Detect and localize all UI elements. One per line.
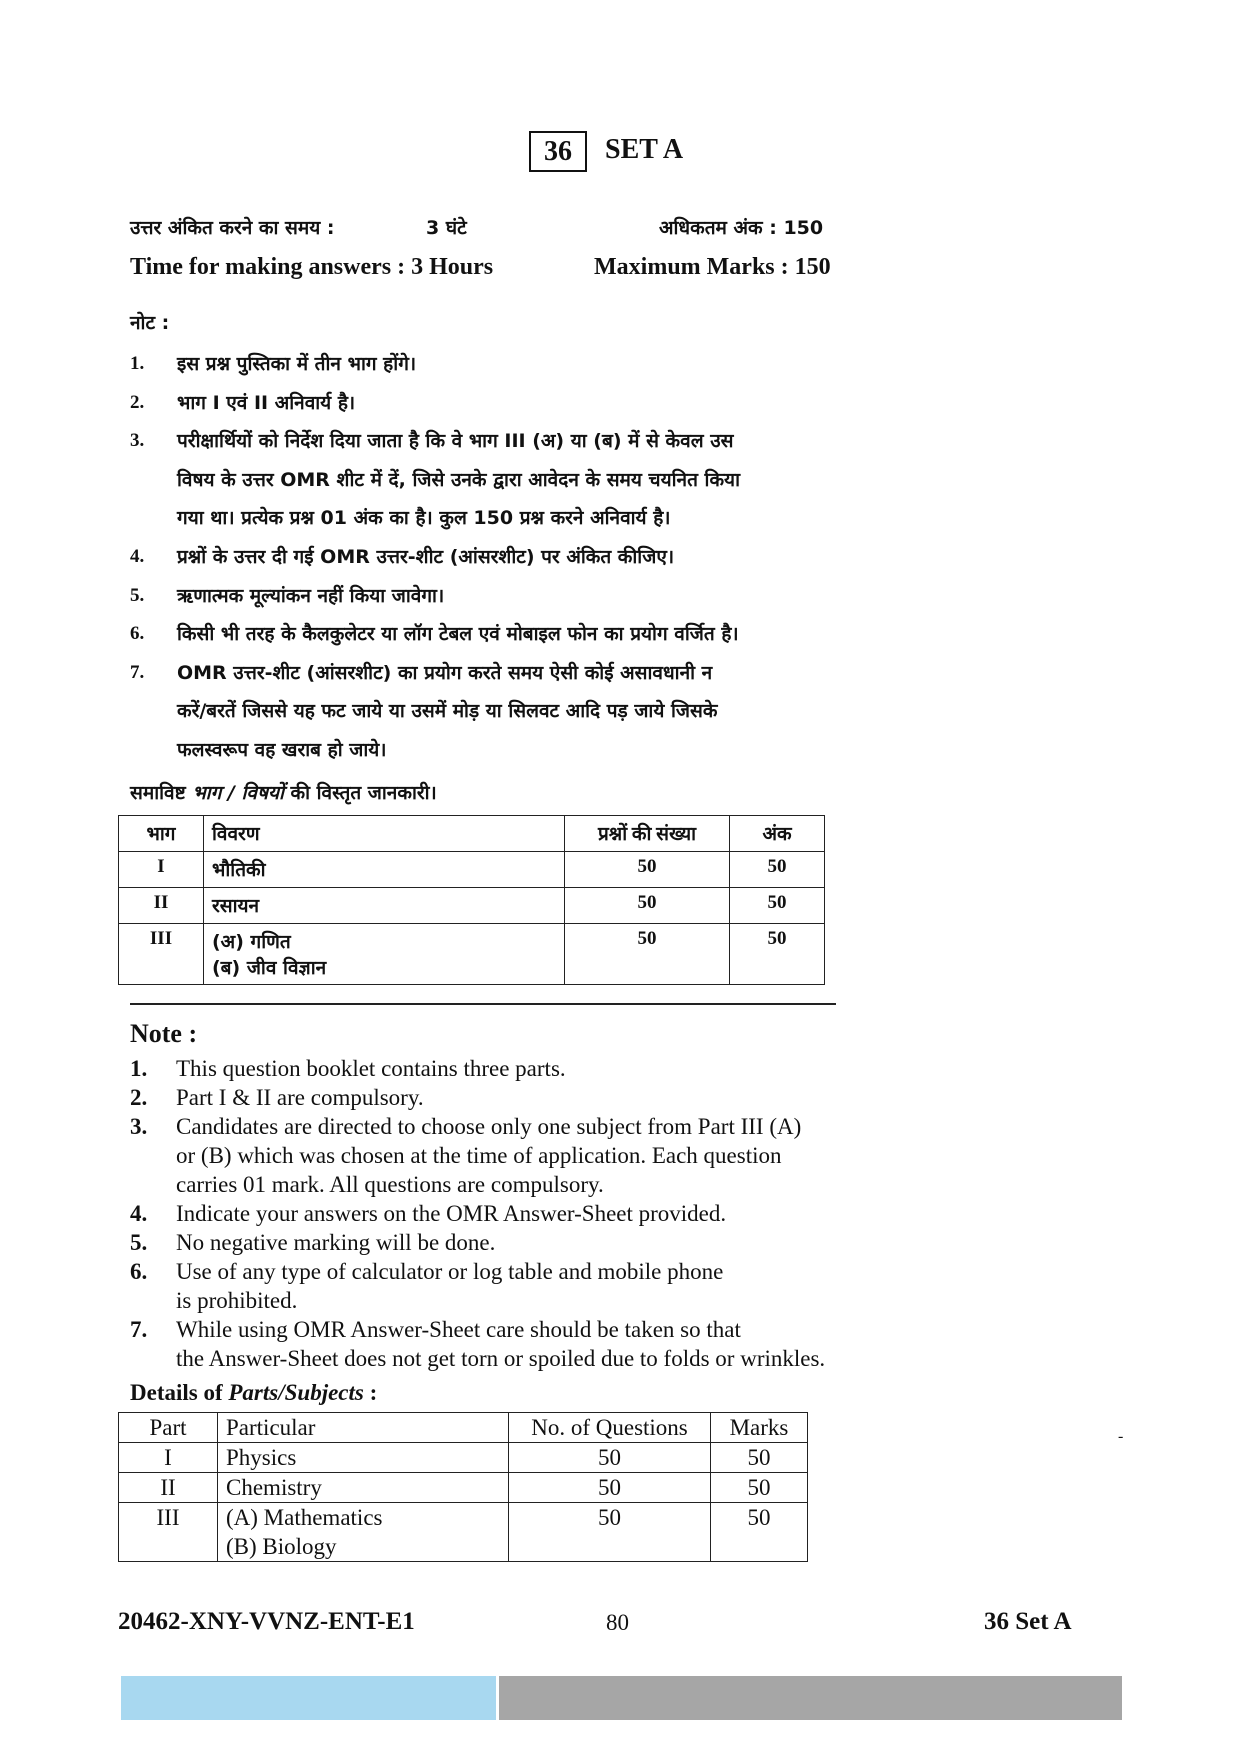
note-item [130, 1315, 1030, 1373]
note-line: While using OMR Answer-Sheet care should be taken so that [176, 1317, 741, 1342]
note-item [130, 654, 870, 770]
note-item [130, 615, 870, 654]
particular-line: (B) Biology [226, 1534, 337, 1559]
note-item [130, 345, 870, 384]
note-list-hindi [130, 345, 870, 770]
note-line: परीक्षार्थियों को निर्देश दिया जाता है कि वे भाग III (अ) या (ब) में से केवल उस [177, 430, 734, 453]
note-line: विषय के उत्तर OMR शीट में दें, जिसे उनके द्वारा आवेदन के समय चयनित किया [177, 468, 740, 491]
note-number: 5. [130, 1230, 148, 1255]
section-divider [130, 1003, 836, 1005]
questions-cell: 50 [565, 924, 730, 985]
note-line: No negative marking will be done. [176, 1230, 496, 1255]
note-item [130, 1228, 1030, 1257]
column-header: भाग [119, 816, 204, 852]
note-text [177, 654, 870, 770]
note-text [176, 1199, 1030, 1228]
note-line: करें/बरतें जिससे यह फट जाये या उसमें मोड़ या सिलवट आदि पड़ जाये जिसके [177, 700, 718, 723]
note-line: इस प्रश्न पुस्तिका में तीन भाग होंगे। [177, 353, 417, 375]
note-number: 5. [130, 584, 145, 606]
note-number: 4. [130, 1201, 148, 1226]
note-line: or (B) which was chosen at the time of application. Each question [176, 1143, 782, 1168]
details-heading-hindi: समाविष्ट भाग / विषयों की विस्तृत जानकारी। [130, 782, 437, 804]
note-line: फलस्वरूप वह खराब हो जाये। [177, 738, 387, 761]
column-header: प्रश्नों की संख्या [565, 816, 730, 852]
marks-cell: 50 [711, 1503, 808, 1562]
particular-line: (अ) गणित [212, 931, 291, 953]
questions-cell: 50 [509, 1443, 711, 1473]
note-number: 4. [130, 545, 145, 567]
note-item [130, 538, 870, 577]
note-line: Candidates are directed to choose only one subject from Part III (A) [176, 1114, 802, 1139]
note-number: 3. [130, 1114, 148, 1139]
column-header: Part [119, 1413, 218, 1443]
page-number: 80 [606, 1610, 629, 1635]
note-text [177, 577, 870, 616]
marks-cell: 50 [711, 1443, 808, 1473]
note-text [177, 615, 870, 654]
particular-line: भौतिकी [212, 859, 266, 881]
max-marks-hindi: अधिकतम अंक : 150 [659, 217, 824, 239]
details-table-english [118, 1412, 808, 1562]
note-text [177, 345, 870, 384]
table-row [119, 1503, 808, 1562]
particular-cell [204, 924, 565, 985]
questions-cell: 50 [509, 1503, 711, 1562]
part-cell: III [119, 924, 204, 985]
note-heading-hindi: नोट : [130, 312, 170, 334]
table-row [119, 888, 825, 924]
note-line: भाग I एवं II अनिवार्य है। [177, 391, 356, 414]
table-row [119, 924, 825, 985]
part-cell: II [119, 888, 204, 924]
note-number: 1. [130, 353, 145, 374]
particular-cell [204, 852, 565, 888]
note-line: carries 01 mark. All questions are compulsory. [176, 1172, 604, 1197]
particular-line: Physics [226, 1445, 297, 1470]
note-item [130, 1257, 1030, 1315]
part-cell: I [119, 1443, 218, 1473]
footer-bar-gray [499, 1676, 1122, 1720]
column-header: Particular [218, 1413, 509, 1443]
note-list-english [130, 1054, 1030, 1373]
set-code-number: 36 [544, 135, 572, 167]
footer-bar-blue [121, 1676, 496, 1720]
note-number: 3. [130, 430, 145, 452]
max-marks-english: Maximum Marks : 150 [594, 254, 831, 280]
note-line: Indicate your answers on the OMR Answer-Sheet provided. [176, 1201, 727, 1226]
marks-cell: 50 [711, 1473, 808, 1503]
note-item [130, 384, 870, 423]
note-number: 2. [130, 1085, 148, 1110]
time-value-hindi: 3 घंटे [426, 217, 467, 239]
details-heading-english: Details of Parts/Subjects : [130, 1380, 378, 1405]
set-label: SET A [605, 134, 684, 165]
note-line: किसी भी तरह के कैलकुलेटर या लॉग टेबल एवं मोबाइल फोन का प्रयोग वर्जित है। [177, 623, 739, 646]
note-heading-english: Note : [130, 1019, 198, 1048]
questions-cell: 50 [509, 1473, 711, 1503]
note-number: 6. [130, 623, 145, 645]
table-row [119, 1443, 808, 1473]
note-item [130, 1199, 1030, 1228]
note-line: Use of any type of calculator or log table and mobile phone [176, 1259, 724, 1284]
note-line: Part I & II are compulsory. [176, 1085, 424, 1110]
note-number: 6. [130, 1259, 148, 1284]
particular-cell [218, 1473, 509, 1503]
table-row [119, 852, 825, 888]
note-item [130, 577, 870, 616]
particular-line: रसायन [212, 895, 260, 917]
questions-cell: 50 [565, 852, 730, 888]
note-line: This question booklet contains three parts. [176, 1056, 566, 1081]
set-code-box [529, 131, 587, 172]
table-row [119, 1473, 808, 1503]
details-table-hindi [118, 815, 825, 985]
column-header: अंक [730, 816, 825, 852]
note-line: is prohibited. [176, 1288, 298, 1313]
time-label-english: Time for making answers : 3 Hours [130, 254, 494, 280]
note-item [130, 1054, 1030, 1083]
marks-cell: 50 [730, 852, 825, 888]
paper-code: 20462-XNY-VVNZ-ENT-E1 [118, 1608, 415, 1635]
note-number: 7. [130, 1317, 148, 1342]
table-header-row [119, 1413, 808, 1443]
particular-cell [218, 1443, 509, 1473]
table-header-row [119, 816, 825, 852]
marks-cell: 50 [730, 924, 825, 985]
note-text [177, 422, 870, 538]
note-line: प्रश्नों के उत्तर दी गई OMR उत्तर-शीट (आंसरशीट) पर अंकित कीजिए। [177, 545, 675, 568]
particular-line: Chemistry [226, 1475, 322, 1500]
footer-set-label: 36 Set A [984, 1608, 1072, 1635]
note-line: OMR उत्तर-शीट (आंसरशीट) का प्रयोग करते समय ऐसी कोई असावधानी न [177, 661, 713, 684]
note-text [176, 1054, 1030, 1083]
part-cell: III [119, 1503, 218, 1562]
column-header: No. of Questions [509, 1413, 711, 1443]
note-number: 2. [130, 391, 145, 413]
particular-cell [218, 1503, 509, 1562]
questions-cell: 50 [565, 888, 730, 924]
note-text [176, 1228, 1030, 1257]
marks-cell: 50 [730, 888, 825, 924]
note-item [130, 1112, 1030, 1199]
time-label-hindi: उत्तर अंकित करने का समय : [130, 217, 335, 239]
note-number: 1. [130, 1056, 148, 1081]
note-text [177, 384, 870, 423]
note-text [176, 1083, 1030, 1112]
note-line: ऋणात्मक मूल्यांकन नहीं किया जावेगा। [177, 584, 445, 607]
note-text [176, 1112, 1030, 1199]
particular-line: (A) Mathematics [226, 1505, 383, 1530]
part-cell: I [119, 852, 204, 888]
column-header: विवरण [204, 816, 565, 852]
stray-mark: - [1118, 1428, 1124, 1445]
note-text [176, 1257, 1030, 1315]
particular-cell [204, 888, 565, 924]
note-line: गया था। प्रत्येक प्रश्न 01 अंक का है। कुल 150 प्रश्न करने अनिवार्य है। [177, 507, 671, 530]
note-line: the Answer-Sheet does not get torn or spoiled due to folds or wrinkles. [176, 1346, 826, 1371]
note-item [130, 422, 870, 538]
note-text [177, 538, 870, 577]
note-item [130, 1083, 1030, 1112]
note-number: 7. [130, 661, 145, 683]
particular-line: (ब) जीव विज्ञान [212, 957, 327, 979]
note-text [176, 1315, 1030, 1373]
column-header: Marks [711, 1413, 808, 1443]
part-cell: II [119, 1473, 218, 1503]
